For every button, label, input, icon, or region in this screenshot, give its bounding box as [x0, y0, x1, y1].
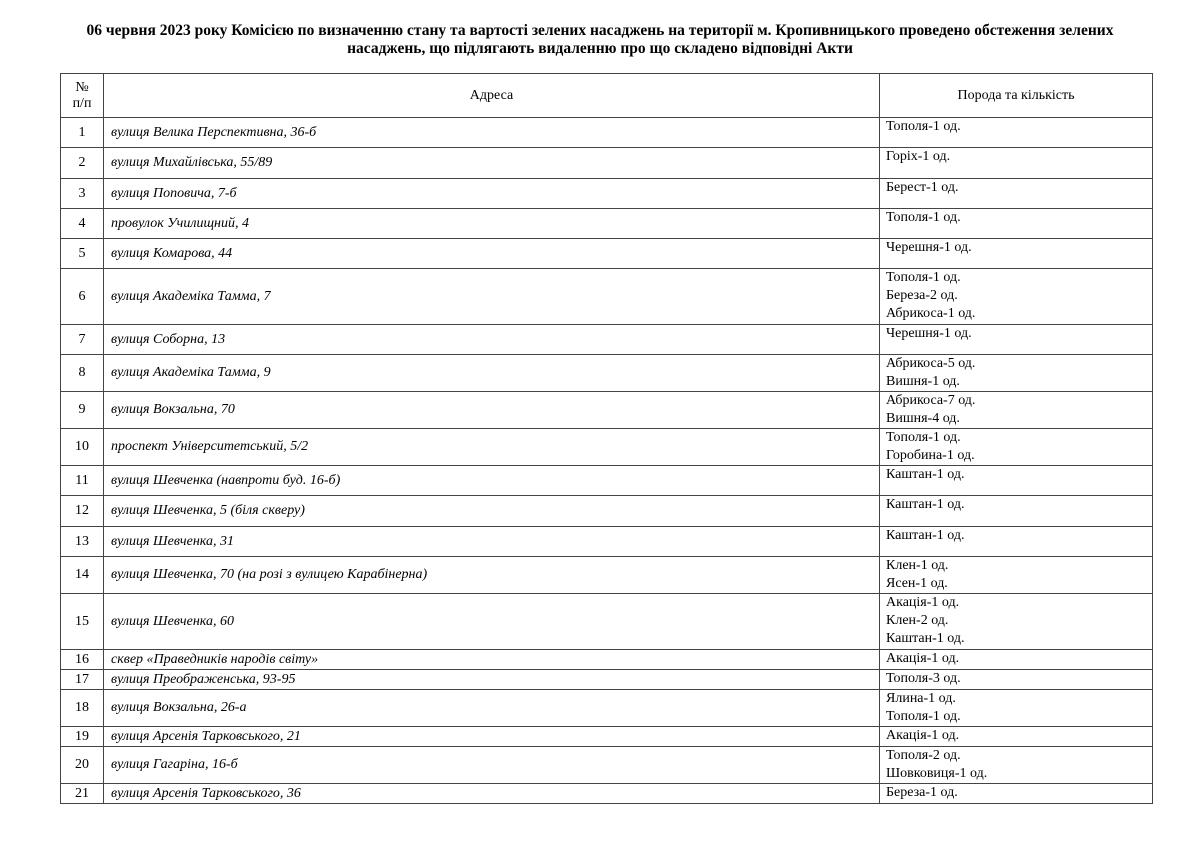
row-number: 4	[61, 209, 104, 239]
row-trees	[880, 179, 1153, 209]
row-trees	[880, 727, 1153, 747]
header-number-line-1: №	[75, 79, 89, 95]
row-number: 17	[61, 670, 104, 690]
tree-entry: Вишня-4 од.	[886, 411, 960, 426]
row-trees	[880, 239, 1153, 269]
row-trees	[880, 392, 1153, 429]
tree-entry: Вишня-1 од.	[886, 374, 960, 389]
trees-table	[60, 73, 1153, 804]
row-address: вулиця Поповича, 7-б	[104, 179, 880, 209]
tree-entry: Клен-2 од.	[886, 613, 949, 628]
table-row	[61, 690, 1153, 727]
row-number: 12	[61, 496, 104, 527]
header-trees: Порода та кількість	[880, 74, 1153, 118]
document-title	[20, 22, 1180, 58]
row-trees	[880, 148, 1153, 179]
row-address: вулиця Михайлівська, 55/89	[104, 148, 880, 179]
row-address: провулок Училищний, 4	[104, 209, 880, 239]
tree-entry: Ялина-1 од.	[886, 691, 956, 706]
header-number	[61, 74, 104, 118]
row-trees	[880, 747, 1153, 784]
row-number: 11	[61, 466, 104, 496]
table-row	[61, 747, 1153, 784]
tree-entry: Ясен-1 од.	[886, 576, 948, 591]
row-address: вулиця Академіка Тамма, 7	[104, 269, 880, 325]
table-row	[61, 148, 1153, 179]
row-number: 7	[61, 325, 104, 355]
row-trees	[880, 557, 1153, 594]
table-row	[61, 355, 1153, 392]
row-number: 21	[61, 784, 104, 804]
table-row	[61, 209, 1153, 239]
row-number: 16	[61, 650, 104, 670]
table-row	[61, 179, 1153, 209]
row-address: вулиця Соборна, 13	[104, 325, 880, 355]
row-number: 15	[61, 594, 104, 650]
row-address: вулиця Шевченка (навпроти буд. 16-б)	[104, 466, 880, 496]
tree-entry: Тополя-1 од.	[886, 709, 961, 724]
row-number: 3	[61, 179, 104, 209]
table-row	[61, 239, 1153, 269]
row-address: вулиця Шевченка, 70 (на розі з вулицею Карабінерна)	[104, 557, 880, 594]
row-trees	[880, 269, 1153, 325]
row-trees	[880, 496, 1153, 527]
row-address: вулиця Преображенська, 93-95	[104, 670, 880, 690]
title-line-1: 06 червня 2023 року Комісією по визначенню стану та вартості зелених насаджень на території м. Кропивницького проведено обстеження зелених	[86, 22, 1114, 39]
row-address: вулиця Гагаріна, 16-б	[104, 747, 880, 784]
row-address: вулиця Шевченка, 60	[104, 594, 880, 650]
table-row	[61, 784, 1153, 804]
row-address: вулиця Шевченка, 5 (біля скверу)	[104, 496, 880, 527]
tree-entry: Клен-1 од.	[886, 558, 949, 573]
tree-entry: Каштан-1 од.	[886, 631, 965, 646]
tree-entry: Черешня-1 од.	[886, 326, 972, 341]
table-row	[61, 594, 1153, 650]
table-row	[61, 650, 1153, 670]
row-address: вулиця Вокзальна, 70	[104, 392, 880, 429]
tree-entry: Черешня-1 од.	[886, 240, 972, 255]
row-trees	[880, 650, 1153, 670]
row-address: вулиця Велика Перспективна, 36-б	[104, 118, 880, 148]
table-row	[61, 269, 1153, 325]
row-trees	[880, 429, 1153, 466]
row-trees	[880, 784, 1153, 804]
row-trees	[880, 325, 1153, 355]
tree-entry: Горіх-1 од.	[886, 149, 951, 164]
tree-entry: Акація-1 од.	[886, 651, 960, 666]
tree-entry: Каштан-1 од.	[886, 467, 965, 482]
header-number-line-2: п/п	[72, 95, 92, 111]
row-number: 9	[61, 392, 104, 429]
tree-entry: Акація-1 од.	[886, 595, 960, 610]
tree-entry: Тополя-1 од.	[886, 430, 961, 445]
table-row	[61, 727, 1153, 747]
row-address: вулиця Шевченка, 31	[104, 527, 880, 557]
table-row	[61, 392, 1153, 429]
table-row	[61, 670, 1153, 690]
row-address: сквер «Праведників народів світу»	[104, 650, 880, 670]
row-number: 2	[61, 148, 104, 179]
row-number: 18	[61, 690, 104, 727]
row-number: 1	[61, 118, 104, 148]
row-trees	[880, 355, 1153, 392]
tree-entry: Абрикоса-1 од.	[886, 306, 976, 321]
title-line-2: насаджень, що підлягають видаленню про що складено відповідні Акти	[347, 40, 853, 57]
table-row	[61, 527, 1153, 557]
table-row	[61, 429, 1153, 466]
row-trees	[880, 670, 1153, 690]
row-address: вулиця Арсенія Тарковського, 21	[104, 727, 880, 747]
tree-entry: Абрикоса-7 од.	[886, 393, 976, 408]
tree-entry: Каштан-1 од.	[886, 528, 965, 543]
row-number: 20	[61, 747, 104, 784]
row-number: 10	[61, 429, 104, 466]
row-address: вулиця Арсенія Тарковського, 36	[104, 784, 880, 804]
table-row	[61, 496, 1153, 527]
tree-entry: Абрикоса-5 од.	[886, 356, 976, 371]
row-number: 8	[61, 355, 104, 392]
tree-entry: Тополя-1 од.	[886, 270, 961, 285]
row-trees	[880, 527, 1153, 557]
table-row	[61, 325, 1153, 355]
tree-entry: Горобина-1 од.	[886, 448, 975, 463]
table-row	[61, 466, 1153, 496]
tree-entry: Береза-1 од.	[886, 785, 958, 800]
table-body	[61, 118, 1153, 804]
row-number: 13	[61, 527, 104, 557]
tree-entry: Акація-1 од.	[886, 728, 960, 743]
row-address: вулиця Вокзальна, 26-а	[104, 690, 880, 727]
row-trees	[880, 209, 1153, 239]
tree-entry: Каштан-1 од.	[886, 497, 965, 512]
table-row	[61, 557, 1153, 594]
tree-entry: Тополя-3 од.	[886, 671, 961, 686]
row-number: 14	[61, 557, 104, 594]
header-address: Адреса	[104, 74, 880, 118]
row-number: 5	[61, 239, 104, 269]
row-number: 6	[61, 269, 104, 325]
row-trees	[880, 466, 1153, 496]
row-address: проспект Університетський, 5/2	[104, 429, 880, 466]
table-row	[61, 118, 1153, 148]
tree-entry: Тополя-1 од.	[886, 210, 961, 225]
row-address: вулиця Академіка Тамма, 9	[104, 355, 880, 392]
row-address: вулиця Комарова, 44	[104, 239, 880, 269]
tree-entry: Тополя-2 од.	[886, 748, 961, 763]
tree-entry: Шовковиця-1 од.	[886, 766, 988, 781]
row-trees	[880, 690, 1153, 727]
tree-entry: Тополя-1 од.	[886, 119, 961, 134]
tree-entry: Берест-1 од.	[886, 180, 959, 195]
tree-entry: Береза-2 од.	[886, 288, 958, 303]
row-trees	[880, 118, 1153, 148]
row-trees	[880, 594, 1153, 650]
table-header-row	[61, 74, 1153, 118]
row-number: 19	[61, 727, 104, 747]
